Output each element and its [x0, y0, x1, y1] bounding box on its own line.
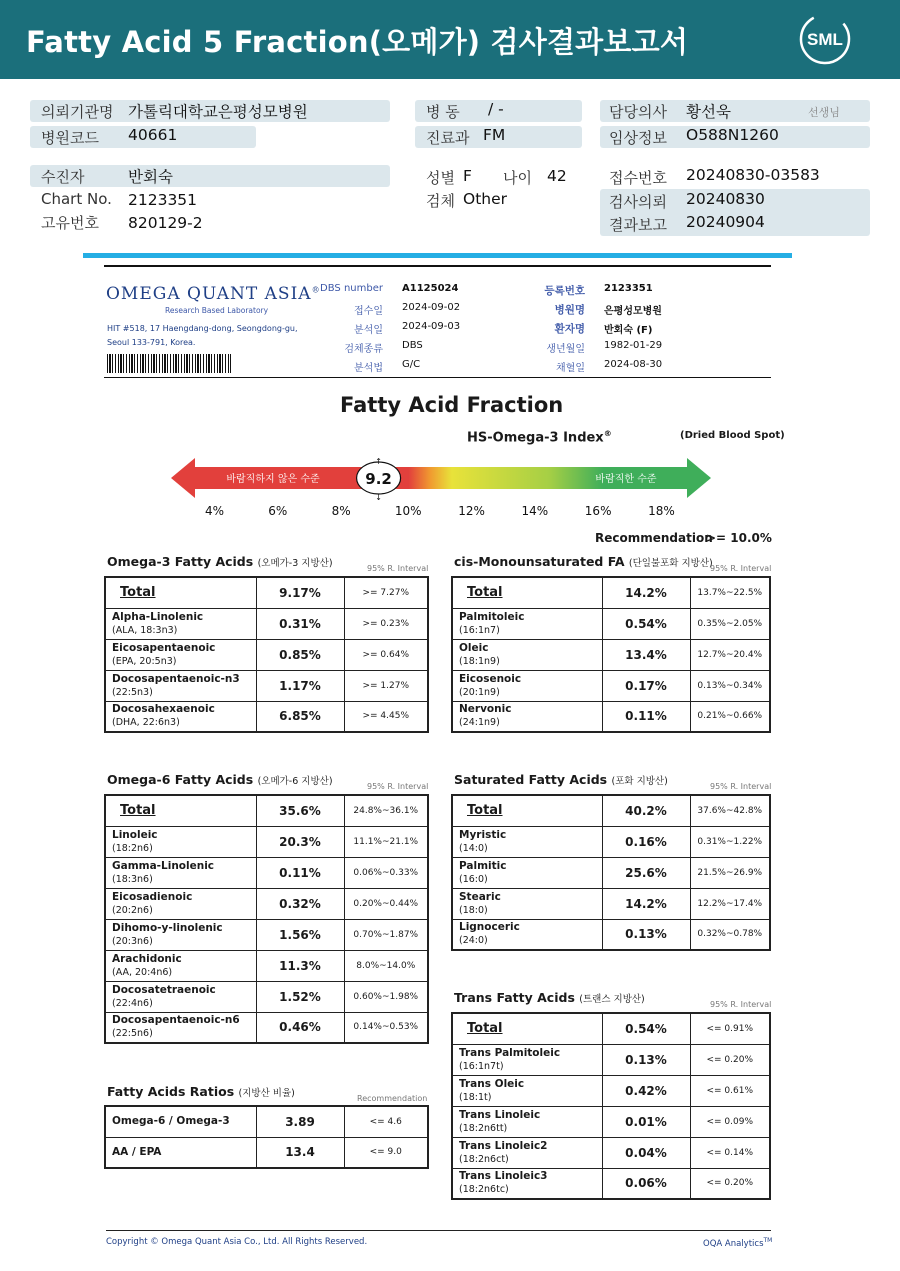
- cismono-name-sub: (20:1n9): [459, 686, 500, 698]
- omega6-range: 0.60%~1.98%: [344, 981, 428, 1012]
- svg-text:↓: ↓: [375, 493, 382, 502]
- trans-value: 0.54%: [602, 1013, 690, 1044]
- omega6-name-text: Linoleic: [112, 828, 158, 841]
- request-date-value: 20240830: [686, 190, 765, 208]
- saturated-row-3: [452, 888, 770, 919]
- cismono-name-sub: (24:1n9): [459, 717, 500, 729]
- omega6-value: 1.52%: [256, 981, 344, 1012]
- trans-name: [452, 1013, 602, 1044]
- omega6-name-sub: (20:3n6): [112, 935, 153, 947]
- lab-name: OMEGA QUANT ASIA®: [106, 284, 321, 304]
- omega6-value: 20.3%: [256, 826, 344, 857]
- ratios-name-text: Omega-6 / Omega-3: [112, 1115, 230, 1128]
- omega6-value: 1.56%: [256, 919, 344, 950]
- cismono-range: 0.13%~0.34%: [690, 670, 770, 701]
- meta-value-0: A1125024: [402, 283, 459, 294]
- omega3-value: 6.85%: [256, 701, 344, 732]
- specimen-label: 검체: [426, 192, 455, 210]
- cismono-row-1: [452, 608, 770, 639]
- cismono-name: [452, 701, 602, 732]
- omega6-name-sub: (20:2n6): [112, 904, 153, 916]
- cismono-name-text: Eicosenoic: [459, 672, 522, 685]
- ratios-value: 13.4: [256, 1137, 344, 1168]
- cismono-name: [452, 577, 602, 608]
- lab-address-line1: HIT #518, 17 Haengdang-dong, Seongdong-gu,: [107, 324, 298, 333]
- meta-label-0: DBS number: [320, 283, 383, 294]
- trans-name: [452, 1075, 602, 1106]
- cismono-range: 13.7%~22.5%: [690, 577, 770, 608]
- omega6-name-text: Total: [120, 803, 156, 819]
- scale-label-2: 8%: [331, 504, 351, 518]
- omega3-name-text: Eicosapentaenoic: [112, 641, 216, 654]
- report-title: Fatty Acid 5 Fraction(오메가) 검사결과보고서: [26, 25, 689, 59]
- scale-label-3: 10%: [394, 504, 422, 518]
- barcode: [107, 354, 231, 373]
- meta-right-value-1: 은평성모병원: [604, 306, 662, 317]
- ratios-row-0: [105, 1106, 428, 1137]
- cismono-table: [451, 576, 771, 733]
- hospital-code-value: 40661: [128, 126, 178, 144]
- trans-value: 0.13%: [602, 1044, 690, 1075]
- scale-label-4: 12%: [458, 504, 485, 518]
- cismono-name: [452, 639, 602, 670]
- ratios-range: <= 4.6: [344, 1106, 428, 1137]
- omega6-range: 0.06%~0.33%: [344, 857, 428, 888]
- unique-id-label: 고유번호: [41, 214, 99, 232]
- ratios-value: 3.89: [256, 1106, 344, 1137]
- meta-bottom-rule: [104, 377, 771, 378]
- omega6-range: 24.8%~36.1%: [344, 795, 428, 826]
- omega3-row-0: [105, 577, 428, 608]
- omega3-name: [105, 701, 256, 732]
- saturated-name-sub: (18:0): [459, 904, 488, 916]
- omega6-name-text: Dihomo-y-linolenic: [112, 921, 223, 934]
- hs-omega3-title: HS-Omega-3 Index®: [467, 429, 612, 446]
- omega3-name-sub: (ALA, 18:3n3): [112, 624, 178, 636]
- cismono-name-text: Palmitoleic: [459, 610, 525, 623]
- omega3-value: 9.17%: [256, 577, 344, 608]
- omega6-row-7: [105, 1012, 428, 1043]
- saturated-name-text: Stearic: [459, 890, 501, 903]
- omega6-range: 0.14%~0.53%: [344, 1012, 428, 1043]
- trans-name: [452, 1106, 602, 1137]
- trans-range: <= 0.20%: [690, 1044, 770, 1075]
- svg-text:↑: ↑: [375, 457, 382, 466]
- scale-label-6: 16%: [584, 504, 612, 518]
- hospital-code-label: 병원코드: [41, 129, 99, 147]
- scale-label-0: 4%: [205, 504, 225, 518]
- saturated-row-4: [452, 919, 770, 950]
- sex-label: 성별: [426, 169, 455, 187]
- meta-right-label-2: 환자명: [554, 323, 585, 335]
- patient-value: 반회숙: [128, 168, 173, 186]
- omega3-name: [105, 670, 256, 701]
- cismono-range: 0.35%~2.05%: [690, 608, 770, 639]
- omega3-row-3: [105, 670, 428, 701]
- omega3-range: >= 0.64%: [344, 639, 428, 670]
- omega3-value: 0.85%: [256, 639, 344, 670]
- omega6-name: [105, 888, 256, 919]
- doctor-value: 황선욱: [686, 103, 731, 121]
- omega6-name: [105, 1012, 256, 1043]
- cismono-interval-label: 95% R. Interval: [710, 564, 772, 573]
- meta-right-value-4: 2024-08-30: [604, 359, 663, 370]
- doctor-label: 담당의사: [609, 103, 667, 121]
- omega3-index-gauge: [165, 454, 725, 504]
- trans-row-0: [452, 1013, 770, 1044]
- saturated-name-sub: (14:0): [459, 842, 488, 854]
- ratios-name: [105, 1106, 256, 1137]
- omega6-value: 11.3%: [256, 950, 344, 981]
- omega6-value: 0.11%: [256, 857, 344, 888]
- cismono-name-sub: (18:1n9): [459, 655, 500, 667]
- saturated-row-2: [452, 857, 770, 888]
- omega6-name-sub: (22:5n6): [112, 1028, 153, 1040]
- omega6-table: [104, 794, 429, 1044]
- cismono-name-text: Total: [467, 585, 503, 601]
- trans-range: <= 0.20%: [690, 1168, 770, 1199]
- footer-rule: [106, 1230, 771, 1231]
- trans-range: <= 0.91%: [690, 1013, 770, 1044]
- cismono-row-0: [452, 577, 770, 608]
- omega3-row-1: [105, 608, 428, 639]
- omega6-name: [105, 981, 256, 1012]
- omega3-interval-label: 95% R. Interval: [367, 564, 429, 573]
- cismono-value: 14.2%: [602, 577, 690, 608]
- trans-range: <= 0.61%: [690, 1075, 770, 1106]
- trans-interval-label: 95% R. Interval: [710, 1000, 772, 1009]
- cismono-range: 0.21%~0.66%: [690, 701, 770, 732]
- omega6-name-text: Eicosadienoic: [112, 890, 193, 903]
- omega6-name-sub: (22:4n6): [112, 997, 153, 1009]
- trans-name-sub: (16:1n7t): [459, 1060, 504, 1072]
- omega6-name: [105, 919, 256, 950]
- cismono-row-4: [452, 701, 770, 732]
- ward-label: 병 동: [426, 103, 460, 121]
- omega3-name: [105, 608, 256, 639]
- institution-value: 가톨릭대학교은평성모병원: [128, 103, 308, 121]
- report-top-rule: [104, 265, 771, 267]
- ratios-recommendation-label: Recommendation: [357, 1094, 428, 1103]
- trans-name-text: Trans Linoleic3: [459, 1170, 548, 1183]
- omega6-row-1: [105, 826, 428, 857]
- omega3-table: [104, 576, 429, 733]
- lab-subtitle: Research Based Laboratory: [165, 306, 269, 315]
- scale-label-1: 6%: [268, 504, 288, 518]
- omega6-value: 0.46%: [256, 1012, 344, 1043]
- meta-value-2: 2024-09-03: [402, 321, 461, 332]
- trans-name-sub: (18:1t): [459, 1091, 492, 1103]
- fatty-acid-fraction-heading: Fatty Acid Fraction: [340, 393, 564, 417]
- trans-name-sub: (18:2n6tc): [459, 1184, 509, 1196]
- doctor-suffix: 선생님: [808, 106, 840, 119]
- cismono-name-text: Nervonic: [459, 703, 512, 716]
- saturated-name-text: Palmitic: [459, 859, 507, 872]
- omega6-row-4: [105, 919, 428, 950]
- meta-label-1: 접수일: [354, 306, 383, 317]
- trans-name-text: Total: [467, 1021, 503, 1037]
- trans-name: [452, 1044, 602, 1075]
- desirable-level-label: 바람직한 수준: [595, 474, 657, 485]
- recommendation-label: Recommendation: [595, 531, 713, 545]
- omega6-name-sub: (18:3n6): [112, 873, 153, 885]
- omega6-name-text: Docosatetraenoic: [112, 983, 216, 996]
- omega3-range: >= 7.27%: [344, 577, 428, 608]
- saturated-value: 25.6%: [602, 857, 690, 888]
- omega6-name: [105, 857, 256, 888]
- saturated-value: 0.16%: [602, 826, 690, 857]
- request-date-label: 검사의뢰: [609, 193, 667, 211]
- unique-id-value: 820129-2: [128, 214, 203, 232]
- saturated-name-sub: (16:0): [459, 873, 488, 885]
- trans-row-4: [452, 1137, 770, 1168]
- omega6-row-2: [105, 857, 428, 888]
- saturated-range: 21.5%~26.9%: [690, 857, 770, 888]
- omega3-name: [105, 577, 256, 608]
- ward-value: / -: [488, 100, 504, 118]
- cismono-range: 12.7%~20.4%: [690, 639, 770, 670]
- trans-range: <= 0.14%: [690, 1137, 770, 1168]
- cismono-value: 0.54%: [602, 608, 690, 639]
- meta-right-label-0: 등록번호: [544, 285, 585, 297]
- cismono-row-3: [452, 670, 770, 701]
- ratios-name-text: AA / EPA: [112, 1145, 162, 1158]
- omega6-name-text: Arachidonic: [112, 952, 182, 965]
- meta-right-value-0: 2123351: [604, 283, 653, 294]
- dept-label: 진료과: [426, 129, 470, 147]
- chart-no-value: 2123351: [128, 191, 198, 209]
- clinical-value: O588N1260: [686, 126, 779, 144]
- saturated-range: 0.31%~1.22%: [690, 826, 770, 857]
- trans-value: 0.01%: [602, 1106, 690, 1137]
- saturated-name: [452, 857, 602, 888]
- omega3-name-sub: (22:5n3): [112, 686, 153, 698]
- trans-value: 0.42%: [602, 1075, 690, 1106]
- omega3-row-2: [105, 639, 428, 670]
- omega6-name-text: Docosapentaenoic-n6: [112, 1014, 240, 1027]
- copyright: Copyright © Omega Quant Asia Co., Ltd. All Rights Reserved.: [106, 1237, 368, 1247]
- ratios-title: Fatty Acids Ratios (지방산 비율): [107, 1084, 295, 1099]
- trans-row-1: [452, 1044, 770, 1075]
- cismono-value: 0.11%: [602, 701, 690, 732]
- omega6-range: 8.0%~14.0%: [344, 950, 428, 981]
- trans-value: 0.04%: [602, 1137, 690, 1168]
- meta-label-3: 검체종류: [344, 344, 383, 355]
- report-date-label: 결과보고: [609, 216, 667, 234]
- ratios-range: <= 9.0: [344, 1137, 428, 1168]
- age-value: 42: [547, 167, 567, 185]
- saturated-title: Saturated Fatty Acids (포화 지방산): [454, 772, 668, 787]
- omega6-name-sub: (18:2n6): [112, 842, 153, 854]
- trans-name-text: Trans Linoleic2: [459, 1139, 548, 1152]
- omega3-range: >= 4.45%: [344, 701, 428, 732]
- chart-no-label: Chart No.: [41, 190, 112, 208]
- saturated-range: 0.32%~0.78%: [690, 919, 770, 950]
- oqa-analytics-brand: OQA Analytics™: [703, 1237, 773, 1249]
- saturated-value: 14.2%: [602, 888, 690, 919]
- dried-blood-spot-note: (Dried Blood Spot): [680, 430, 785, 441]
- saturated-name: [452, 888, 602, 919]
- trans-range: <= 0.09%: [690, 1106, 770, 1137]
- trans-name-sub: (18:2n6tt): [459, 1122, 508, 1134]
- saturated-name: [452, 826, 602, 857]
- report-date-value: 20240904: [686, 213, 765, 231]
- omega6-interval-label: 95% R. Interval: [367, 782, 429, 791]
- trans-value: 0.06%: [602, 1168, 690, 1199]
- trans-row-3: [452, 1106, 770, 1137]
- omega3-value: 0.31%: [256, 608, 344, 639]
- trans-name: [452, 1137, 602, 1168]
- omega6-name: [105, 795, 256, 826]
- scale-label-5: 14%: [521, 504, 549, 518]
- meta-right-value-3: 1982-01-29: [604, 340, 663, 351]
- omega3-name-sub: (DHA, 22:6n3): [112, 717, 180, 729]
- sex-value: F: [463, 167, 472, 185]
- meta-right-label-4: 채혈일: [556, 363, 585, 374]
- omega6-name-sub: (AA, 20:4n6): [112, 966, 173, 978]
- omega6-row-5: [105, 950, 428, 981]
- cismono-name-text: Oleic: [459, 641, 489, 654]
- omega3-range: >= 0.23%: [344, 608, 428, 639]
- omega6-title: Omega-6 Fatty Acids (오메가-6 지방산): [107, 772, 333, 787]
- omega6-name-text: Gamma-Linolenic: [112, 859, 215, 872]
- meta-right-value-2: 반회숙 (F): [604, 325, 653, 336]
- saturated-name-text: Total: [467, 803, 503, 819]
- omega3-name: [105, 639, 256, 670]
- saturated-row-0: [452, 795, 770, 826]
- omega6-range: 11.1%~21.1%: [344, 826, 428, 857]
- omega6-value: 35.6%: [256, 795, 344, 826]
- institution-label: 의뢰기관명: [41, 103, 114, 121]
- cismono-title: cis-Monounsaturated FA (단일불포화 지방산): [454, 554, 713, 569]
- index-marker: [357, 457, 401, 502]
- omega3-value: 1.17%: [256, 670, 344, 701]
- omega6-range: 0.20%~0.44%: [344, 888, 428, 919]
- meta-right-label-3: 생년월일: [546, 344, 585, 355]
- cismono-name: [452, 608, 602, 639]
- lab-address-line2: Seoul 133-791, Korea.: [107, 338, 196, 347]
- meta-value-4: G/C: [402, 359, 421, 370]
- dept-value: FM: [483, 126, 506, 144]
- omega6-value: 0.32%: [256, 888, 344, 919]
- saturated-row-1: [452, 826, 770, 857]
- cismono-row-2: [452, 639, 770, 670]
- scale-label-7: 18%: [648, 504, 675, 518]
- ratios-table: [104, 1105, 429, 1169]
- saturated-value: 40.2%: [602, 795, 690, 826]
- saturated-name: [452, 795, 602, 826]
- saturated-range: 12.2%~17.4%: [690, 888, 770, 919]
- trans-name: [452, 1168, 602, 1199]
- receipt-value: 20240830-03583: [686, 166, 820, 184]
- cismono-name-sub: (16:1n7): [459, 624, 500, 636]
- saturated-range: 37.6%~42.8%: [690, 795, 770, 826]
- trans-table: [451, 1012, 771, 1200]
- omega3-name-sub: (EPA, 20:5n3): [112, 655, 177, 667]
- saturated-table: [451, 794, 771, 951]
- age-label: 나이: [503, 169, 532, 187]
- saturated-name-sub: (24:0): [459, 935, 488, 947]
- omega3-range: >= 1.27%: [344, 670, 428, 701]
- divider-bar: [83, 253, 792, 258]
- saturated-value: 0.13%: [602, 919, 690, 950]
- omega3-name-text: Docosahexaenoic: [112, 703, 215, 716]
- saturated-name: [452, 919, 602, 950]
- omega3-title: Omega-3 Fatty Acids (오메가-3 지방산): [107, 554, 333, 569]
- trans-row-5: [452, 1168, 770, 1199]
- omega6-row-6: [105, 981, 428, 1012]
- trans-row-2: [452, 1075, 770, 1106]
- sml-logo: [798, 12, 852, 66]
- meta-right-label-1: 병원명: [554, 304, 585, 316]
- saturated-interval-label: 95% R. Interval: [710, 782, 772, 791]
- patient-label: 수진자: [41, 168, 85, 186]
- trans-name-sub: (18:2n6ct): [459, 1153, 509, 1165]
- trans-name-text: Trans Palmitoleic: [459, 1046, 561, 1059]
- cismono-value: 0.17%: [602, 670, 690, 701]
- trans-title: Trans Fatty Acids (트랜스 지방산): [454, 990, 645, 1005]
- saturated-name-text: Lignoceric: [459, 921, 520, 934]
- omega6-row-3: [105, 888, 428, 919]
- ratios-row-1: [105, 1137, 428, 1168]
- cismono-name: [452, 670, 602, 701]
- omega3-name-text: Total: [120, 585, 156, 601]
- omega3-row-4: [105, 701, 428, 732]
- ratios-name: [105, 1137, 256, 1168]
- trans-name-text: Trans Oleic: [459, 1077, 525, 1090]
- trans-name-text: Trans Linoleic: [459, 1108, 541, 1121]
- meta-value-3: DBS: [402, 340, 423, 351]
- specimen-value: Other: [463, 190, 508, 208]
- omega3-name-text: Docosapentaenoic-n3: [112, 672, 240, 685]
- meta-label-4: 분석법: [354, 363, 383, 374]
- logo-text: SML: [807, 30, 843, 49]
- clinical-label: 임상정보: [609, 129, 667, 147]
- saturated-name-text: Myristic: [459, 828, 507, 841]
- omega6-name: [105, 826, 256, 857]
- receipt-label: 접수번호: [609, 169, 667, 187]
- recommendation-value: >= 10.0%: [706, 531, 772, 545]
- omega3-name-text: Alpha-Linolenic: [112, 610, 204, 623]
- meta-label-2: 분석일: [354, 325, 383, 336]
- omega6-row-0: [105, 795, 428, 826]
- undesirable-level-label: 바람직하지 않은 수준: [226, 474, 320, 485]
- meta-value-1: 2024-09-02: [402, 302, 461, 313]
- cismono-value: 13.4%: [602, 639, 690, 670]
- omega6-name: [105, 950, 256, 981]
- omega6-range: 0.70%~1.87%: [344, 919, 428, 950]
- index-value: 9.2: [365, 470, 392, 488]
